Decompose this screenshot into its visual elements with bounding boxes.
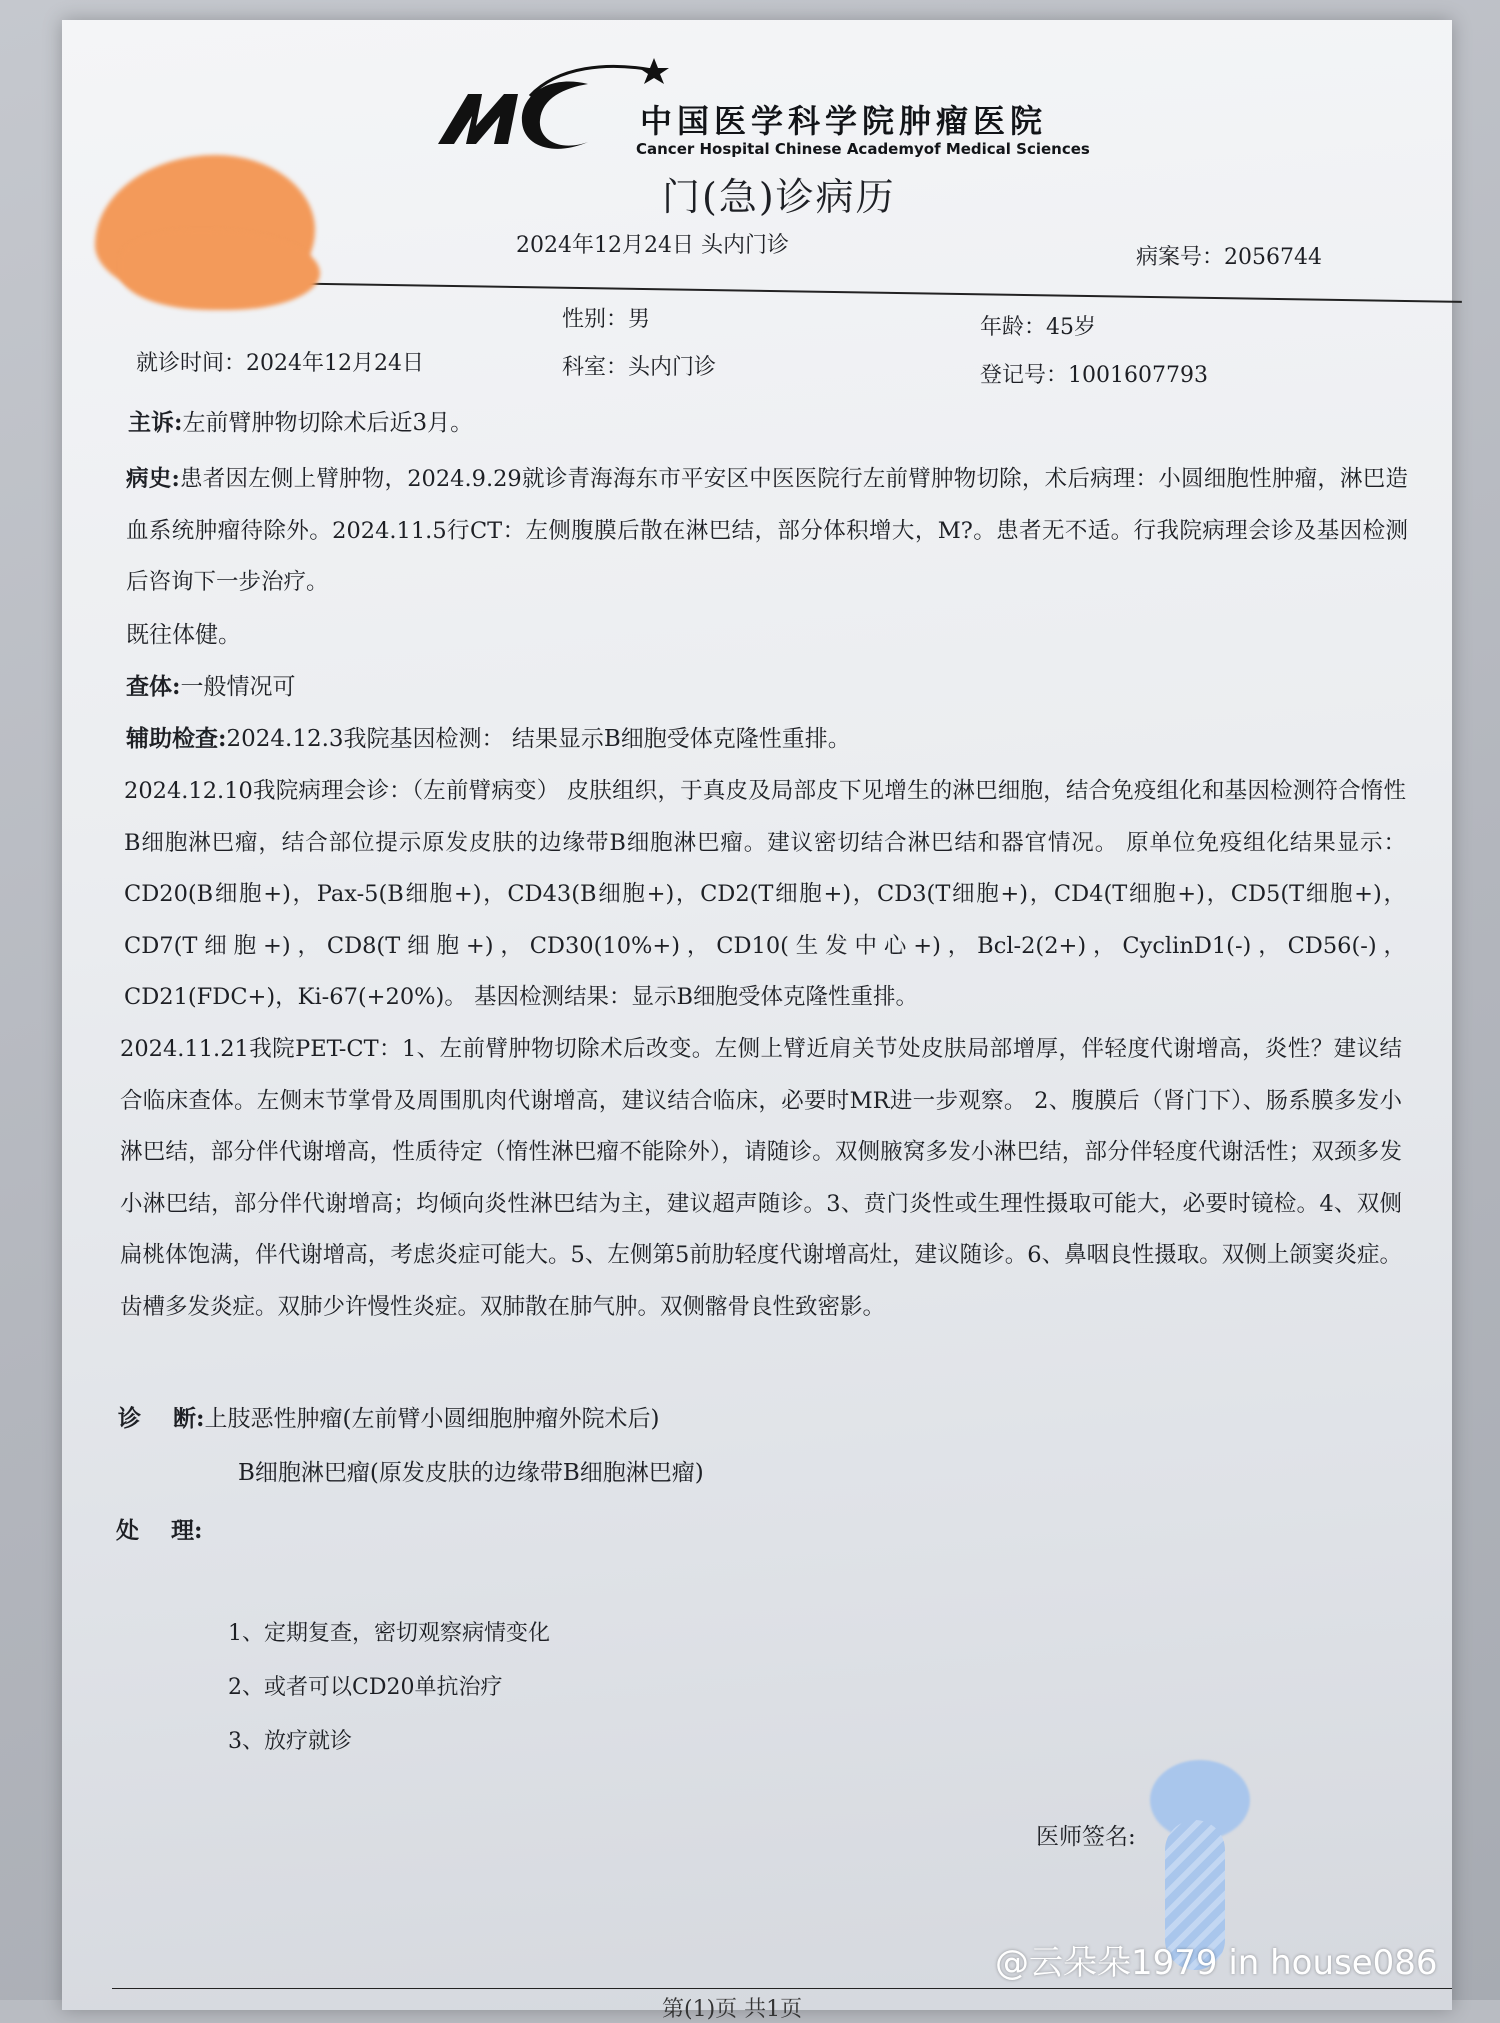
gender-field (562, 302, 650, 333)
registration-value: 1001607793 (1068, 363, 1208, 388)
diagnosis-label: 诊 断: (118, 1405, 205, 1432)
registration-field (980, 358, 1208, 389)
diagnosis-1 (118, 1400, 659, 1433)
department-field (562, 350, 716, 381)
case-number-value: 2056744 (1224, 245, 1322, 270)
case-number (1136, 240, 1322, 271)
gender-label: 性别： (562, 307, 629, 332)
department-value: 头内门诊 (628, 355, 717, 380)
plan-item: 3、放疗就诊 (228, 1729, 352, 1754)
medical-history-label: 病史: (126, 466, 180, 492)
registration-label: 登记号： (980, 363, 1069, 388)
visit-date-line: 2024年12月24日 头内门诊 (516, 233, 789, 258)
auxiliary-exam (126, 720, 851, 753)
plan-item: 1、定期复查，密切观察病情变化 (228, 1621, 550, 1646)
physical-exam-label: 查体: (126, 673, 181, 700)
chief-complaint-text: 左前臂肿物切除术后近3月。 (182, 410, 474, 436)
medical-history (126, 454, 1408, 609)
diagnosis-1-text: 上肢恶性肿瘤(左前臂小圆细胞肿瘤外院术后) (204, 1406, 660, 1432)
pathology-consultation: 2024.12.10我院病理会诊：（左前臂病变） 皮肤组织，于真皮及局部皮下见增生的淋巴细胞，结合免疫组化和基因检测符合惰性B细胞淋巴瘤，结合部位提示原发皮肤的边缘带B细胞淋巴瘤。建议密切结合淋巴结和器官情况。 原单位免疫组化结果显示：CD20(B细胞+)，Pax-5(B细胞+)，CD43(B细胞+)，CD2(T细胞+)，CD3(T细胞+)，CD4(T细胞+)，CD5(T细胞+)，CD7(T细胞+)，CD8(T细胞+)，CD30(10%+)，CD10(生发中心+)，Bcl-2(2+)，CyclinD1(-)，CD56(-)，CD21(FDC+)，Ki-67(+20%)。 基因检测结果：显示B细胞受体克隆性重排。 (124, 778, 1406, 1010)
hospital-name-en: Cancer Hospital Chinese Academyof Medical Sciences (636, 140, 1090, 158)
hospital-name-cn: 中国医学科学院肿瘤医院 (640, 102, 1048, 140)
age-field (980, 310, 1096, 341)
footer-divider (112, 1988, 1452, 1989)
visit-time-label: 就诊时间： (136, 351, 247, 376)
age-value: 45岁 (1046, 315, 1097, 340)
case-number-label: 病案号： (1136, 245, 1225, 270)
physical-exam-text: 一般情况可 (180, 674, 296, 700)
plan-item: 2、或者可以CD20单抗治疗 (228, 1675, 503, 1700)
doctor-signature-label: 医师签名: (1036, 1824, 1136, 1850)
chief-complaint (128, 404, 473, 437)
visit-time-field (136, 346, 424, 377)
physical-exam (126, 668, 296, 701)
auxiliary-exam-text: 2024.12.3我院基因检测： 结果显示B细胞受体克隆性重排。 (226, 726, 851, 752)
pet-ct-report: 2024.11.21我院PET-CT：1、左前臂肿物切除术后改变。左侧上臂近肩关节处皮肤局部增厚，伴轻度代谢增高，炎性？建议结合临床查体。左侧末节掌骨及周围肌肉代谢增高，建议结合临床，必要时MR进一步观察。 2、腹膜后（肾门下）、肠系膜多发小淋巴结，部分伴代谢增高，性质待定（惰性淋巴瘤不能除外），请随诊。双侧腋窝多发小淋巴结，部分伴轻度代谢活性；双颈多发小淋巴结，部分伴代谢增高；均倾向炎性淋巴结为主，建议超声随诊。3、贲门炎性或生理性摄取可能大，必要时镜检。4、双侧扁桃体饱满，伴代谢增高，考虑炎症可能大。5、左侧第5前肋轻度代谢增高灶，建议随诊。6、鼻咽良性摄取。双侧上颌窦炎症。齿槽多发炎症。双肺少许慢性炎症。双肺散在肺气肿。双侧髂骨良性致密影。 (120, 1036, 1402, 1320)
header-divider (262, 282, 1462, 303)
document-title: 门(急)诊病历 (662, 175, 896, 219)
page-footer: 第(1)页 共1页 (662, 1997, 803, 2022)
treatment-label: 处 理: (116, 1517, 203, 1544)
visit-time-value: 2024年12月24日 (246, 351, 424, 376)
watermark: @云朵朵1979 in house086 (995, 1943, 1438, 1983)
gender-value: 男 (628, 307, 651, 332)
diagnosis-2: B细胞淋巴瘤(原发皮肤的边缘带B细胞淋巴瘤) (238, 1460, 704, 1486)
age-label: 年龄： (980, 315, 1047, 340)
department-label: 科室： (562, 355, 629, 380)
medical-history-text: 患者因左侧上臂肿物，2024.9.29就诊青海海东市平安区中医医院行左前臂肿物切除，术后病理：小圆细胞性肿瘤，淋巴造血系统肿瘤待除外。2024.11.5行CT：左侧腹膜后散在淋巴结，部分体积增大，M?。患者无不适。行我院病理会诊及基因检测后咨询下一步治疗。 (126, 466, 1409, 595)
chief-complaint-label: 主诉: (128, 409, 183, 436)
past-history: 既往体健。 (126, 622, 241, 648)
auxiliary-exam-label: 辅助检查: (126, 725, 227, 752)
medical-record-sheet (62, 20, 1452, 2022)
